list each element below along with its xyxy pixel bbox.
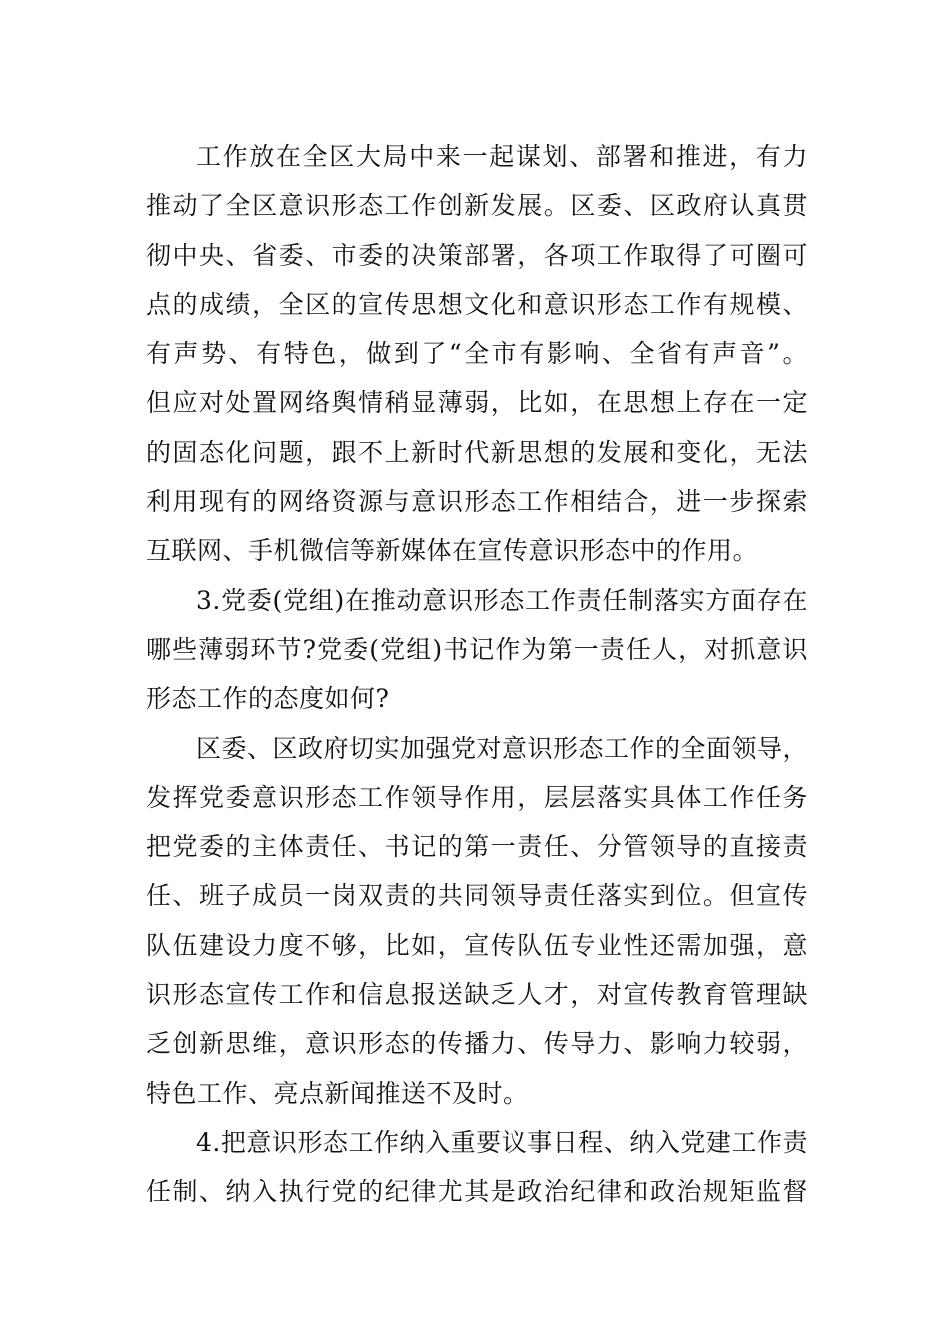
document-body <box>146 132 808 1217</box>
text-line: 互联网、手机微信等新媒体在宣传意识形态中的作用。 <box>146 536 759 566</box>
text-line: 队伍建设力度不够，比如，宣传队伍专业性还需加强，意 <box>146 930 808 960</box>
text-line: 发挥党委意识形态工作领导作用，层层落实具体工作任务 <box>146 782 808 812</box>
text-line: 哪些薄弱环节?党委(党组)书记作为第一责任人，对抓意识 <box>146 634 808 664</box>
text-line: 有声势、有特色，做到了“全市有影响、全省有声音”。 <box>146 339 808 369</box>
text-line: 的固态化问题，跟不上新时代新思想的发展和变化，无法 <box>146 437 808 467</box>
text-line: 形态工作的态度如何? <box>146 684 390 714</box>
text-line: 区委、区政府切实加强党对意识形态工作的全面领导， <box>196 733 809 763</box>
text-line: 识形态宣传工作和信息报送缺乏人才，对宣传教育管理缺 <box>146 980 808 1010</box>
text-line: 彻中央、省委、市委的决策部署，各项工作取得了可圈可 <box>146 240 808 270</box>
text-line: 3.党委(党组)在推动意识形态工作责任制落实方面存在 <box>196 585 808 615</box>
text-line: 特色工作、亮点新闻推送不及时。 <box>146 1078 529 1108</box>
text-line: 把党委的主体责任、书记的第一责任、分管领导的直接责 <box>146 832 808 862</box>
text-line: 但应对处置网络舆情稍显薄弱，比如，在思想上存在一定 <box>146 388 808 418</box>
text-line: 点的成绩，全区的宣传思想文化和意识形态工作有规模、 <box>146 289 808 319</box>
text-line: 任、班子成员一岗双责的共同领导责任落实到位。但宣传 <box>146 881 808 911</box>
text-line: 利用现有的网络资源与意识形态工作相结合，进一步探索 <box>146 487 808 517</box>
text-line: 推动了全区意识形态工作创新发展。区委、区政府认真贯 <box>146 191 808 221</box>
text-line: 乏创新思维，意识形态的传播力、传导力、影响力较弱， <box>146 1029 808 1059</box>
text-line: 4.把意识形态工作纳入重要议事日程、纳入党建工作责 <box>196 1127 808 1157</box>
text-line: 工作放在全区大局中来一起谋划、部署和推进，有力 <box>196 142 808 171</box>
text-line: 任制、纳入执行党的纪律尤其是政治纪律和政治规矩监督 <box>146 1177 808 1207</box>
